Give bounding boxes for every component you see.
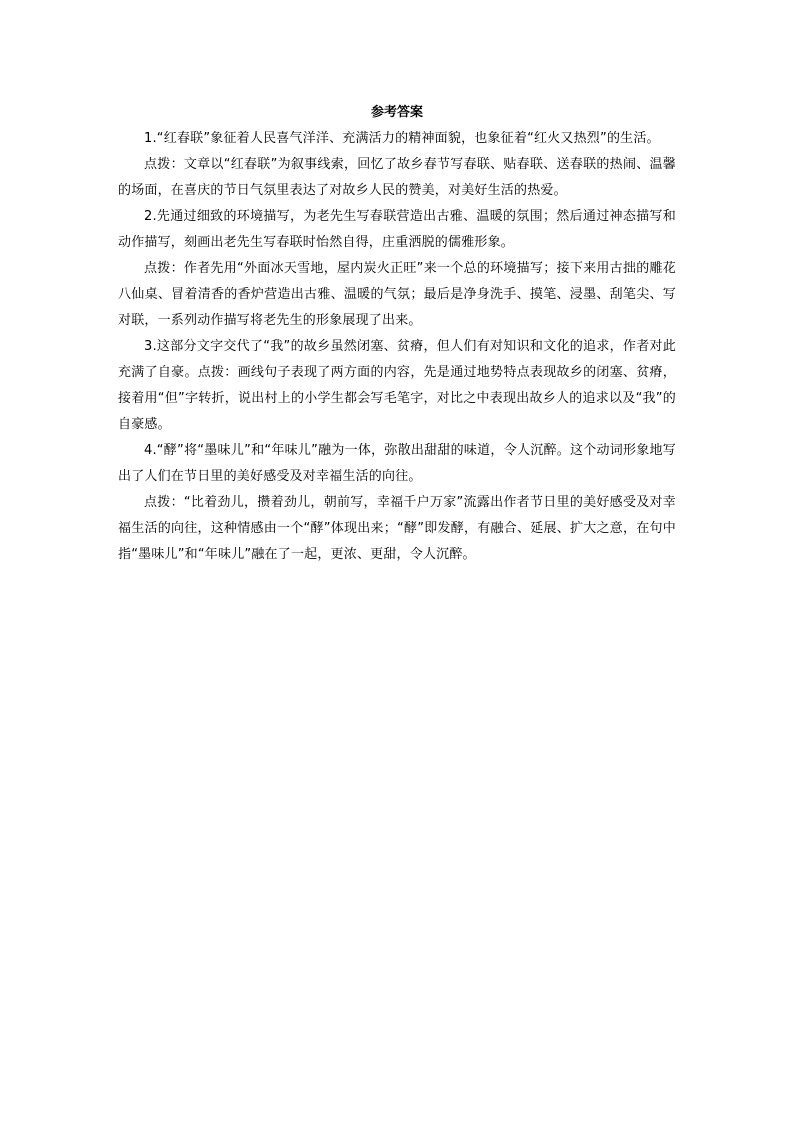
answer-1: 1.“红春联”象征着人民喜气洋洋、充满活力的精神面貌，也象征着“红火又热烈”的生活。 [144,131,660,146]
answer-section [118,100,676,568]
page-title: 参考答案 [370,105,423,120]
answer-1-hint: 点拨：文章以“红春联”为叙事线索，回忆了故乡春节写春联、贴春联、送春联的热闹、温馨的场面，在喜庆的节日气氛里表达了对故乡人民的赞美，对美好生活的热爱。 [118,157,676,198]
answer-2: 2.先通过细致的环境描写，为老先生写春联营造出古雅、温暖的氛围；然后通过神态描写和动作描写，刻画出老先生写春联时怡然自得，庄重洒脱的儒雅形象。 [118,209,676,250]
answer-4-hint: 点拨：“比着劲儿，攒着劲儿，朝前写，幸福千户万家”流露出作者节日里的美好感受及对幸福生活的向往，这种情感由一个“酵”体现出来；“酵”即发酵，有融合、延展、扩大之意，在句中指“墨味儿”和“年味儿”融在了一起，更浓、更甜，令人沉醉。 [118,495,676,562]
answer-2-hint: 点拨：作者先用“外面冰天雪地，屋内炭火正旺”来一个总的环境描写；接下来用古拙的雕花八仙桌、冒着清香的香炉营造出古雅、温暖的气氛；最后是净身洗手、摸笔、浸墨、刮笔尖、写对联，一系列动作描写将老先生的形象展现了出来。 [118,261,676,328]
answer-4: 4.“酵”将“墨味儿”和“年味儿”融为一体，弥散出甜甜的味道，令人沉醉。这个动词形象地写出了人们在节日里的美好感受及对幸福生活的向往。 [118,443,676,484]
answer-3: 3.这部分文字交代了“我”的故乡虽然闭塞、贫瘠，但人们有对知识和文化的追求，作者对此充满了自豪。点拨：画线句子表现了两方面的内容，先是通过地势特点表现故乡的闭塞、贫瘠，接着用“但”字转折，说出村上的小学生都会写毛笔字，对比之中表现出故乡人的追求以及“我”的自豪感。 [118,339,676,432]
